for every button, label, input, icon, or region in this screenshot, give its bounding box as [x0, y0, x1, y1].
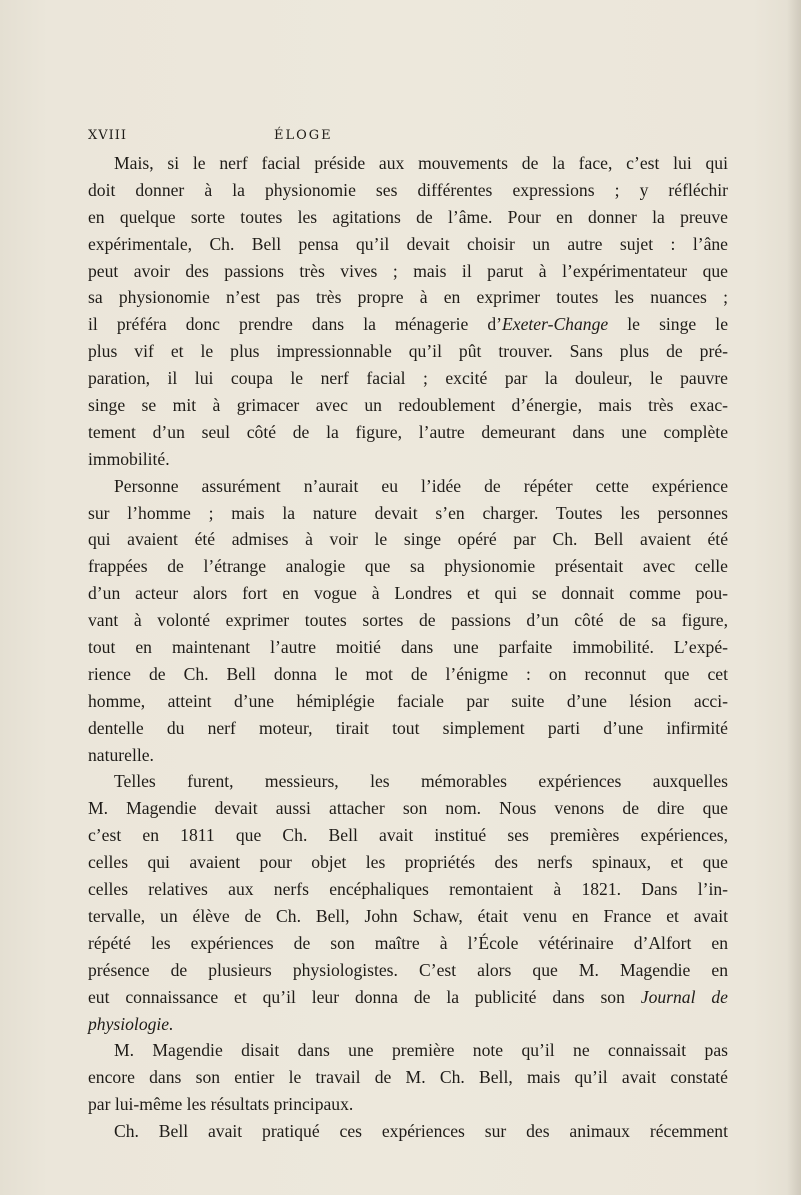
text-line: singe se mit à grimacer avec un redoublement d’énergie, mais très exac-	[88, 395, 728, 416]
page-edge-shadow	[787, 0, 801, 1195]
text-line: Ch. Bell avait pratiqué ces expériences sur des animaux récemment	[114, 1121, 728, 1142]
text-line: rience de Ch. Bell donna le mot de l’énigme : on reconnut que cet	[88, 663, 728, 684]
text-line: M. Magendie devait aussi attacher son nom. Nous venons de dire que	[88, 798, 728, 819]
text-line: sur l’homme ; mais la nature devait s’en charger. Toutes les personnes	[88, 502, 728, 523]
text-line: naturelle.	[88, 744, 154, 765]
text-line: Personne assurément n’aurait eu l’idée de répéter cette expérience	[114, 475, 728, 496]
text-line: physiologie.	[88, 1013, 174, 1034]
text-line: peut avoir des passions très vives ; mais il parut à l’expérimentateur que	[88, 260, 728, 281]
text-line: c’est en 1811 que Ch. Bell avait institué ses premières expériences,	[88, 825, 728, 846]
text-line: homme, atteint d’une hémiplégie faciale par suite d’une lésion acci-	[88, 690, 728, 711]
text-line: vant à volonté exprimer toutes sortes de passions d’un côté de sa figure,	[88, 610, 728, 631]
text-line: il préféra donc prendre dans la ménagerie d’Exeter-Change le singe le	[88, 314, 729, 335]
text-line: plus vif et le plus impressionnable qu’il pût trouver. Sans plus de pré-	[88, 341, 728, 362]
text-line: d’un acteur alors fort en vogue à Londres et qui se donnait comme pou-	[88, 583, 728, 604]
text-line: paration, il lui coupa le nerf facial ; excité par la douleur, le pauvre	[88, 368, 728, 389]
text-line: qui avaient été admises à voir le singe opéré par Ch. Bell avaient été	[88, 529, 728, 550]
text-line: en quelque sorte toutes les agitations de l’âme. Pour en donner la preuve	[88, 206, 728, 227]
text-line: expérimentale, Ch. Bell pensa qu’il devait choisir un autre sujet : l’âne	[88, 233, 728, 254]
text-line: présence de plusieurs physiologistes. C’est alors que M. Magendie en	[88, 959, 728, 980]
text-line: Telles furent, messieurs, les mémorables expériences auxquelles	[114, 771, 728, 792]
page-number: XVIII	[88, 128, 128, 143]
text-line: tout en maintenant l’autre moitié dans une parfaite immobilité. L’expé-	[88, 637, 728, 658]
text-line: doit donner à la physionomie ses différentes expressions ; y réfléchir	[88, 179, 728, 200]
text-line: celles relatives aux nerfs encéphaliques remontaient à 1821. Dans l’in-	[88, 879, 728, 900]
text-line: immobilité.	[88, 448, 170, 469]
text-line: celles qui avaient pour objet les propriétés des nerfs spinaux, et que	[88, 852, 728, 873]
text-line: par lui-même les résultats principaux.	[88, 1094, 354, 1115]
text-line: tervalle, un élève de Ch. Bell, John Schaw, était venu en France et avait	[88, 905, 728, 926]
running-head: ÉLOGE	[274, 128, 333, 143]
text-line: M. Magendie disait dans une première note qu’il ne connaissait pas	[114, 1040, 728, 1061]
text-line: encore dans son entier le travail de M. Ch. Bell, mais qu’il avait constaté	[88, 1067, 728, 1088]
text-line: répété les expériences de son maître à l’École vétérinaire d’Alfort en	[88, 932, 728, 953]
text-line: dentelle du nerf moteur, tirait tout simplement parti d’une infirmité	[88, 717, 728, 738]
body-text	[88, 150, 728, 1145]
page-header	[88, 128, 728, 148]
text-line: eut connaissance et qu’il leur donna de la publicité dans son Journal de	[88, 986, 728, 1007]
text-line: sa physionomie n’est pas très propre à en exprimer toutes les nuances ;	[88, 287, 728, 308]
text-line: tement d’un seul côté de la figure, l’autre demeurant dans une complète	[88, 421, 728, 442]
text-line: frappées de l’étrange analogie que sa physionomie présentait avec celle	[88, 556, 728, 577]
text-line: Mais, si le nerf facial préside aux mouvements de la face, c’est lui qui	[114, 153, 728, 173]
